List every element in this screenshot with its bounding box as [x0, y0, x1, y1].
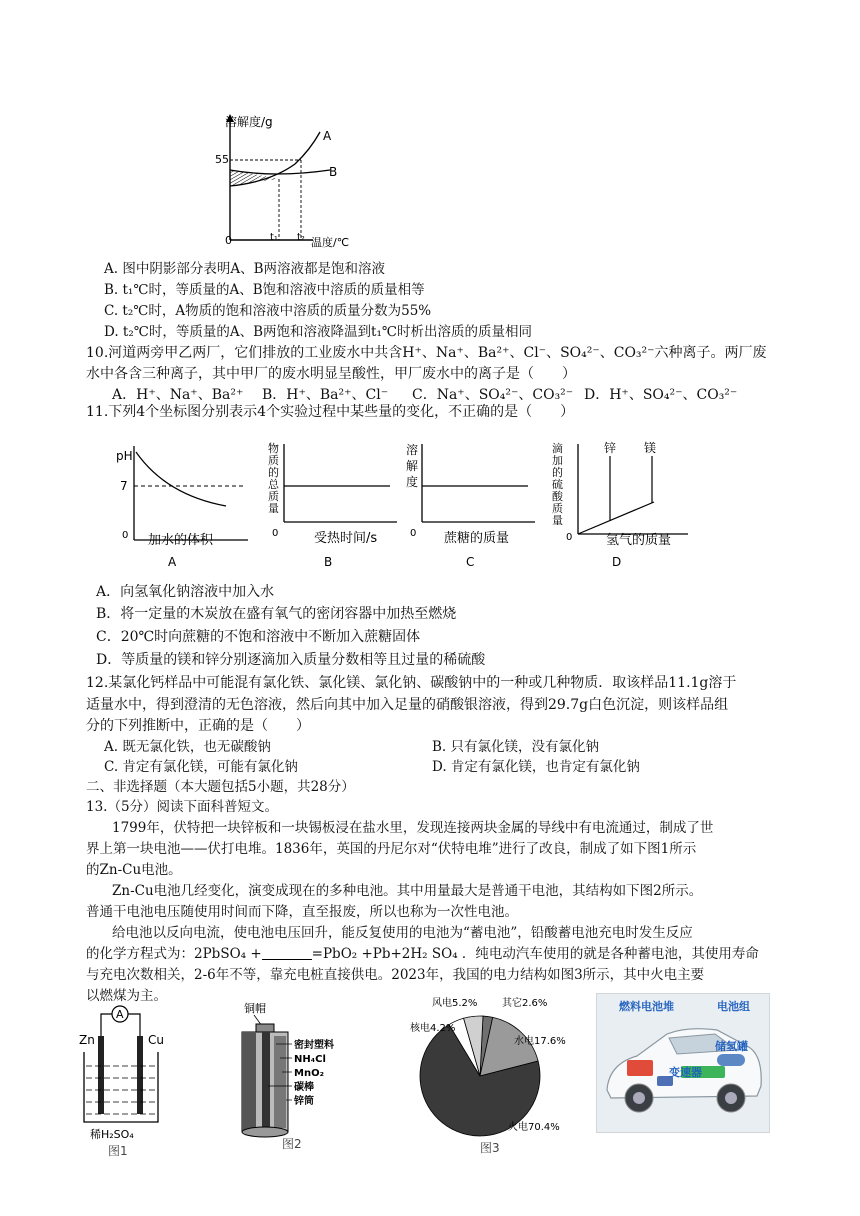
- origin-label: 0: [225, 234, 232, 247]
- q10-stem-2: 水中各含三种离子，其中甲厂的废水明显呈酸性，甲厂废水中的离子是（ ）: [86, 366, 576, 382]
- figure-1-caption: 图1: [108, 1144, 128, 1158]
- q13-p3-line4: 以燃煤为主。: [86, 988, 167, 1004]
- transmission-label: 变速器: [669, 1066, 702, 1079]
- graph-c-ylabel: [406, 442, 418, 489]
- q12-option-d: D. 肯定有氯化镁，也肯定有氯化钠: [432, 759, 640, 775]
- svg-text:0: 0: [272, 528, 279, 539]
- graph-a-curve: [136, 452, 226, 506]
- solution-label: 稀H₂SO₄: [90, 1128, 134, 1141]
- pie-label-wind: 风电5.2%: [432, 998, 478, 1009]
- layer-nh4cl: NH₄Cl: [294, 1054, 326, 1065]
- copper-cap: [256, 1024, 274, 1032]
- q9-option-b: B. t₁℃时，等质量的A、B饱和溶液中溶质的质量相等: [104, 282, 425, 298]
- ammeter-label: A: [116, 1008, 124, 1021]
- section-2-heading: 二、非选择题（本大题包括5小题，共28分）: [86, 779, 355, 795]
- q13-p2-line2: 普通干电池电压随使用时间而下降，直至报废，所以也称为一次性电池。: [86, 904, 518, 920]
- answer-blank[interactable]: [262, 945, 312, 960]
- pie-label-thermal: 火电70.4%: [508, 1122, 560, 1133]
- svg-text:0: 0: [122, 530, 129, 541]
- q11-graph-d: [546, 440, 696, 572]
- graph-a-letter: A: [168, 555, 177, 569]
- graph-d-mg-label: 镁: [644, 441, 657, 455]
- figure-2-dry-cell: [232, 1000, 352, 1160]
- q11-option-a: A．向氢氧化钠溶液中加入水: [96, 584, 275, 600]
- q13-p3-line1: 给电池以反向电流，使电池电压回升，能反复使用的电池为“蓄电池”，铅酸蓄电池充电时发生反应: [112, 925, 693, 941]
- q10-option-a: A．H⁺、Na⁺、Ba²⁺: [112, 387, 244, 403]
- battery-pack-label: 电池组: [717, 1000, 750, 1013]
- svg-text:溶: 溶: [406, 443, 419, 457]
- figure-1-zn-cu-cell: [78, 1002, 178, 1162]
- t1-label: t₁: [270, 232, 278, 243]
- svg-text:总: 总: [268, 478, 279, 491]
- beaker: [84, 1052, 158, 1122]
- ylabel: 溶解度/g: [225, 115, 273, 129]
- q13-p2-line1: Zn-Cu电池几经变化，演变成现在的多种电池。其中用量最大是普通干电池，其结构如下图2所示。: [112, 883, 703, 899]
- q10-option-d: D．H⁺、SO₄²⁻、CO₃²⁻: [584, 387, 738, 403]
- q12-option-b: B. 只有氯化镁，没有氯化钠: [432, 739, 600, 755]
- graph-b-ylabel: [268, 441, 280, 515]
- graph-a-tick-7: 7: [120, 479, 128, 493]
- q10-option-b: B．H⁺、Ba²⁺、Cl⁻: [262, 387, 389, 403]
- svg-text:滴: 滴: [552, 442, 563, 455]
- hydrogen-tank-label: 储氢罐: [715, 1040, 748, 1053]
- layer-zinc-can: 锌筒: [294, 1096, 314, 1107]
- copper-cap-label: 铜帽: [244, 1002, 266, 1015]
- graph-d-zinc-label: 锌: [604, 441, 617, 455]
- graph-a-xlabel: 加水的体积: [148, 533, 214, 548]
- q13-heading: 13.（5分）阅读下面科普短文。: [86, 799, 279, 815]
- svg-text:质: 质: [552, 502, 563, 515]
- pie-label-hydro: 水电17.6%: [514, 1036, 566, 1047]
- graph-c-letter: C: [466, 555, 475, 569]
- svg-text:硫: 硫: [552, 478, 563, 491]
- q13-p3-line3: 与充电次数相关，2-6年不等，靠充电桩直接供电。2023年，我国的电力结构如图3所示，其中火电主要: [86, 967, 705, 983]
- svg-text:质: 质: [268, 490, 279, 503]
- q12-stem-1: 12.某氯化钙样品中可能混有氯化铁、氯化镁、氯化钠、碳酸钠中的一种或几种物质．取该样品11.1g溶于: [86, 675, 737, 691]
- curve-b-label: B: [329, 165, 338, 179]
- layer-carbon-rod: 碳棒: [294, 1082, 314, 1093]
- shaded-region: [230, 170, 279, 186]
- q12-option-c: C. 肯定有氯化镁，可能有氯化钠: [104, 759, 298, 775]
- q10-option-c: C．Na⁺、SO₄²⁻、CO₃²⁻: [412, 387, 574, 403]
- svg-text:0: 0: [410, 528, 417, 539]
- q11-stem: 11.下列4个坐标图分别表示4个实验过程中某些量的变化，不正确的是（ ）: [86, 404, 575, 420]
- pie-label-other: 其它2.6%: [502, 998, 548, 1009]
- graph-a-ylabel: pH: [116, 449, 133, 463]
- svg-text:量: 量: [268, 502, 279, 515]
- svg-text:量: 量: [552, 514, 563, 527]
- cu-label: Cu: [148, 1033, 164, 1047]
- q13-p1-line2: 界上第一块电池——伏打电堆。1836年，英国的丹尼尔对“伏特电堆”进行了改良，制成了如下图1所示: [86, 841, 697, 857]
- q11-option-c: C．20℃时向蔗糖的不饱和溶液中不断加入蔗糖固体: [96, 629, 421, 645]
- svg-text:物: 物: [268, 442, 279, 455]
- xlabel: 温度/℃: [311, 236, 350, 249]
- carbon-rod: [262, 1032, 270, 1128]
- layer-sealing-plastic: 密封塑料: [294, 1040, 334, 1051]
- svg-text:质: 质: [268, 454, 279, 467]
- q11-graph-a: [116, 440, 256, 572]
- solubility-graph: [215, 112, 365, 254]
- svg-text:0: 0: [566, 532, 573, 543]
- zn-label: Zn: [79, 1033, 95, 1047]
- graph-b-letter: B: [324, 555, 333, 569]
- q13-p1-line1: 1799年，伏特把一块锌板和一块锡板浸在盐水里，发现连接两块金属的导线中有电流通过，制成了世: [112, 820, 714, 836]
- tick-55: 55: [215, 153, 229, 166]
- graph-d-xlabel: 氢气的质量: [606, 533, 672, 548]
- q12-stem-2: 适量水中，得到澄清的无色溶液，然后向其中加入足量的硝酸银溶液，得到29.7g白色沉淀，则该样品组: [86, 697, 729, 713]
- q10-stem-1: 10.河道两旁甲乙两厂，它们排放的工业废水中共含H⁺、Na⁺、Ba²⁺、Cl⁻、SO₄²⁻、CO₃²⁻六种离子。两厂废: [86, 345, 767, 361]
- q9-option-d: D. t₂℃时，等质量的A、B两饱和溶液降温到t₁℃时析出溶质的质量相同: [104, 324, 532, 340]
- q13-p1-line3: 的Zn-Cu电池。: [86, 862, 182, 878]
- figure-3-pie-chart: [410, 994, 570, 1164]
- q13-p3-line2: 的化学方程式为：2PbSO₄ + =PbO₂ +Pb+2H₂ SO₄ ．纯电动汽车使用的就是各种蓄电池，其使用寿命: [86, 946, 759, 962]
- pie-label-nuclear: 核电4.2%: [410, 1023, 456, 1034]
- hydrogen-tank-icon: [717, 1054, 745, 1066]
- graph-b-xlabel: 受热时间/s: [314, 531, 378, 546]
- q12-option-a: A. 既无氯化铁，也无碳酸钠: [104, 739, 271, 755]
- q11-graph-c: [400, 440, 540, 572]
- svg-text:解: 解: [406, 459, 419, 473]
- q9-option-a: A. 图中阴影部分表明A、B两溶液都是饱和溶液: [104, 261, 386, 277]
- fuel-cell-stack-icon: [627, 1060, 653, 1076]
- q12-stem-3: 分的下列推断中，正确的是（ ）: [86, 718, 310, 734]
- svg-text:的: 的: [268, 466, 279, 479]
- q11-option-b: B．将一定量的木炭放在盛有氧气的密闭容器中加热至燃烧: [96, 606, 457, 622]
- svg-text:酸: 酸: [552, 490, 563, 503]
- t2-label: t₂: [297, 232, 305, 243]
- layer-mno2: MnO₂: [294, 1068, 324, 1079]
- figure-3-caption: 图3: [480, 1141, 500, 1155]
- fuel-cell-label: 燃料电池堆: [619, 1000, 674, 1013]
- svg-text:加: 加: [552, 454, 563, 467]
- graph-d-ylabel: [552, 442, 564, 527]
- graph-d-letter: D: [612, 555, 622, 569]
- graph-c-xlabel: 蔗糖的质量: [444, 531, 510, 546]
- figure-2-caption: 图2: [282, 1137, 302, 1151]
- q11-option-d: D．等质量的镁和锌分别逐滴加入质量分数相等且过量的稀硫酸: [96, 652, 486, 668]
- svg-text:度: 度: [406, 475, 419, 489]
- curve-a-label: A: [323, 129, 332, 143]
- svg-text:的: 的: [552, 466, 563, 479]
- q9-option-c: C. t₂℃时，A物质的饱和溶液中溶质的质量分数为55%: [104, 303, 432, 319]
- q11-graph-b: [262, 440, 402, 572]
- figure-4-ev-illustration: [596, 993, 770, 1133]
